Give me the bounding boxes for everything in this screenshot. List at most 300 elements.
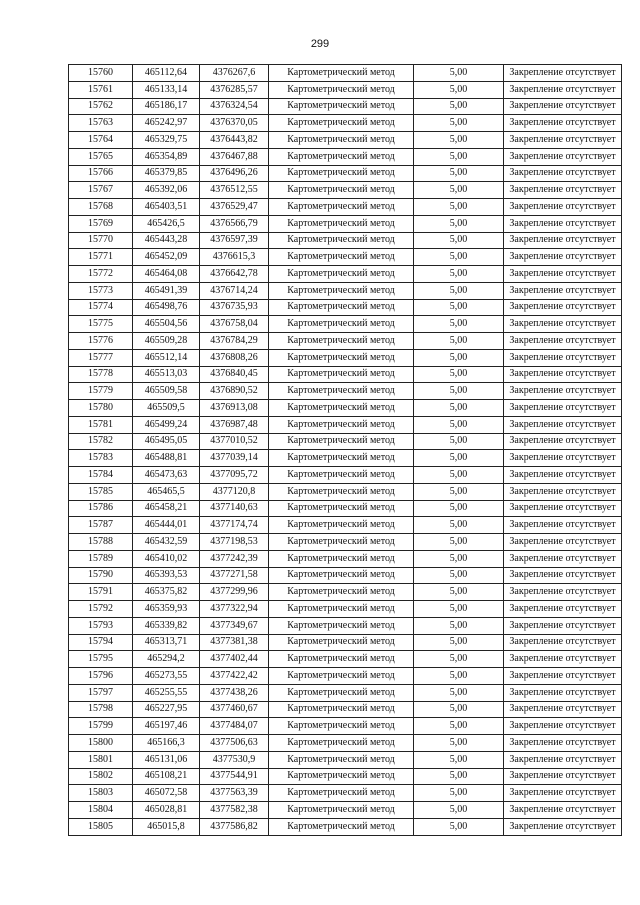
method-cell: Картометрический метод — [269, 534, 414, 551]
accuracy-cell: 5,00 — [414, 148, 504, 165]
method-cell: Картометрический метод — [269, 349, 414, 366]
fixing-cell: Закрепление отсутствует — [504, 232, 622, 249]
y-coordinate-cell: 4377438,26 — [200, 684, 269, 701]
accuracy-cell: 5,00 — [414, 400, 504, 417]
method-cell: Картометрический метод — [269, 232, 414, 249]
table-row — [69, 182, 622, 199]
method-cell: Картометрический метод — [269, 450, 414, 467]
x-coordinate-cell: 465354,89 — [133, 148, 200, 165]
table-row — [69, 483, 622, 500]
page-number: 299 — [310, 38, 330, 50]
point-number-cell: 15798 — [69, 701, 133, 718]
y-coordinate-cell: 4376267,6 — [200, 65, 269, 82]
x-coordinate-cell: 465403,51 — [133, 199, 200, 216]
method-cell: Картометрический метод — [269, 299, 414, 316]
accuracy-cell: 5,00 — [414, 467, 504, 484]
table-row — [69, 148, 622, 165]
method-cell: Картометрический метод — [269, 132, 414, 149]
fixing-cell: Закрепление отсутствует — [504, 467, 622, 484]
table-row — [69, 65, 622, 82]
point-number-cell: 15790 — [69, 567, 133, 584]
fixing-cell: Закрепление отсутствует — [504, 567, 622, 584]
y-coordinate-cell: 4377242,39 — [200, 550, 269, 567]
method-cell: Картометрический метод — [269, 751, 414, 768]
accuracy-cell: 5,00 — [414, 65, 504, 82]
method-cell: Картометрический метод — [269, 467, 414, 484]
y-coordinate-cell: 4376987,48 — [200, 416, 269, 433]
fixing-cell: Закрепление отсутствует — [504, 802, 622, 819]
table-row — [69, 299, 622, 316]
point-number-cell: 15766 — [69, 165, 133, 182]
point-number-cell: 15777 — [69, 349, 133, 366]
fixing-cell: Закрепление отсутствует — [504, 316, 622, 333]
point-number-cell: 15794 — [69, 634, 133, 651]
y-coordinate-cell: 4377484,07 — [200, 718, 269, 735]
table-row — [69, 651, 622, 668]
accuracy-cell: 5,00 — [414, 316, 504, 333]
y-coordinate-cell: 4376714,24 — [200, 282, 269, 299]
fixing-cell: Закрепление отсутствует — [504, 65, 622, 82]
point-number-cell: 15781 — [69, 416, 133, 433]
point-number-cell: 15784 — [69, 467, 133, 484]
table-row — [69, 282, 622, 299]
table-row — [69, 701, 622, 718]
fixing-cell: Закрепление отсутствует — [504, 98, 622, 115]
table-row — [69, 500, 622, 517]
y-coordinate-cell: 4376566,79 — [200, 215, 269, 232]
x-coordinate-cell: 465186,17 — [133, 98, 200, 115]
x-coordinate-cell: 465227,95 — [133, 701, 200, 718]
fixing-cell: Закрепление отсутствует — [504, 249, 622, 266]
x-coordinate-cell: 465499,24 — [133, 416, 200, 433]
point-number-cell: 15800 — [69, 735, 133, 752]
accuracy-cell: 5,00 — [414, 534, 504, 551]
method-cell: Картометрический метод — [269, 249, 414, 266]
point-number-cell: 15785 — [69, 483, 133, 500]
method-cell: Картометрический метод — [269, 400, 414, 417]
fixing-cell: Закрепление отсутствует — [504, 433, 622, 450]
point-number-cell: 15801 — [69, 751, 133, 768]
point-number-cell: 15772 — [69, 266, 133, 283]
y-coordinate-cell: 4376808,26 — [200, 349, 269, 366]
accuracy-cell: 5,00 — [414, 785, 504, 802]
y-coordinate-cell: 4377422,42 — [200, 668, 269, 685]
fixing-cell: Закрепление отсутствует — [504, 668, 622, 685]
fixing-cell: Закрепление отсутствует — [504, 768, 622, 785]
y-coordinate-cell: 4377039,14 — [200, 450, 269, 467]
x-coordinate-cell: 465452,09 — [133, 249, 200, 266]
point-number-cell: 15791 — [69, 584, 133, 601]
x-coordinate-cell: 465393,53 — [133, 567, 200, 584]
table-row — [69, 735, 622, 752]
x-coordinate-cell: 465197,46 — [133, 718, 200, 735]
x-coordinate-cell: 465410,02 — [133, 550, 200, 567]
method-cell: Картометрический метод — [269, 182, 414, 199]
accuracy-cell: 5,00 — [414, 751, 504, 768]
x-coordinate-cell: 465464,08 — [133, 266, 200, 283]
fixing-cell: Закрепление отсутствует — [504, 818, 622, 835]
fixing-cell: Закрепление отсутствует — [504, 634, 622, 651]
point-number-cell: 15761 — [69, 81, 133, 98]
point-number-cell: 15760 — [69, 65, 133, 82]
method-cell: Картометрический метод — [269, 282, 414, 299]
method-cell: Картометрический метод — [269, 416, 414, 433]
accuracy-cell: 5,00 — [414, 517, 504, 534]
fixing-cell: Закрепление отсутствует — [504, 500, 622, 517]
point-number-cell: 15805 — [69, 818, 133, 835]
fixing-cell: Закрепление отсутствует — [504, 450, 622, 467]
method-cell: Картометрический метод — [269, 584, 414, 601]
method-cell: Картометрический метод — [269, 768, 414, 785]
table-row — [69, 751, 622, 768]
y-coordinate-cell: 4377198,53 — [200, 534, 269, 551]
table-row — [69, 400, 622, 417]
point-number-cell: 15767 — [69, 182, 133, 199]
x-coordinate-cell: 465242,97 — [133, 115, 200, 132]
fixing-cell: Закрепление отсутствует — [504, 735, 622, 752]
table-row — [69, 467, 622, 484]
y-coordinate-cell: 4376324,54 — [200, 98, 269, 115]
table-row — [69, 450, 622, 467]
x-coordinate-cell: 465359,93 — [133, 601, 200, 618]
x-coordinate-cell: 465133,14 — [133, 81, 200, 98]
y-coordinate-cell: 4377322,94 — [200, 601, 269, 618]
point-number-cell: 15793 — [69, 617, 133, 634]
x-coordinate-cell: 465166,3 — [133, 735, 200, 752]
method-cell: Картометрический метод — [269, 785, 414, 802]
point-number-cell: 15774 — [69, 299, 133, 316]
x-coordinate-cell: 465443,28 — [133, 232, 200, 249]
point-number-cell: 15776 — [69, 333, 133, 350]
x-coordinate-cell: 465509,58 — [133, 383, 200, 400]
y-coordinate-cell: 4376758,04 — [200, 316, 269, 333]
x-coordinate-cell: 465504,56 — [133, 316, 200, 333]
accuracy-cell: 5,00 — [414, 366, 504, 383]
table-row — [69, 534, 622, 551]
accuracy-cell: 5,00 — [414, 115, 504, 132]
method-cell: Картометрический метод — [269, 433, 414, 450]
accuracy-cell: 5,00 — [414, 483, 504, 500]
fixing-cell: Закрепление отсутствует — [504, 165, 622, 182]
point-number-cell: 15802 — [69, 768, 133, 785]
x-coordinate-cell: 465375,82 — [133, 584, 200, 601]
x-coordinate-cell: 465495,05 — [133, 433, 200, 450]
y-coordinate-cell: 4376642,78 — [200, 266, 269, 283]
method-cell: Картометрический метод — [269, 366, 414, 383]
x-coordinate-cell: 465313,71 — [133, 634, 200, 651]
point-number-cell: 15786 — [69, 500, 133, 517]
table-row — [69, 132, 622, 149]
fixing-cell: Закрепление отсутствует — [504, 400, 622, 417]
point-number-cell: 15795 — [69, 651, 133, 668]
fixing-cell: Закрепление отсутствует — [504, 366, 622, 383]
accuracy-cell: 5,00 — [414, 818, 504, 835]
fixing-cell: Закрепление отсутствует — [504, 148, 622, 165]
y-coordinate-cell: 4376615,3 — [200, 249, 269, 266]
point-number-cell: 15799 — [69, 718, 133, 735]
method-cell: Картометрический метод — [269, 483, 414, 500]
accuracy-cell: 5,00 — [414, 550, 504, 567]
method-cell: Картометрический метод — [269, 601, 414, 618]
x-coordinate-cell: 465444,01 — [133, 517, 200, 534]
accuracy-cell: 5,00 — [414, 165, 504, 182]
method-cell: Картометрический метод — [269, 735, 414, 752]
table-row — [69, 316, 622, 333]
method-cell: Картометрический метод — [269, 684, 414, 701]
point-number-cell: 15787 — [69, 517, 133, 534]
y-coordinate-cell: 4376529,47 — [200, 199, 269, 216]
fixing-cell: Закрепление отсутствует — [504, 584, 622, 601]
coordinates-table — [68, 64, 622, 836]
y-coordinate-cell: 4376597,39 — [200, 232, 269, 249]
table-row — [69, 115, 622, 132]
y-coordinate-cell: 4377174,74 — [200, 517, 269, 534]
method-cell: Картометрический метод — [269, 215, 414, 232]
accuracy-cell: 5,00 — [414, 249, 504, 266]
x-coordinate-cell: 465432,59 — [133, 534, 200, 551]
fixing-cell: Закрепление отсутствует — [504, 383, 622, 400]
accuracy-cell: 5,00 — [414, 98, 504, 115]
table-row — [69, 416, 622, 433]
accuracy-cell: 5,00 — [414, 735, 504, 752]
fixing-cell: Закрепление отсутствует — [504, 483, 622, 500]
table-row — [69, 383, 622, 400]
y-coordinate-cell: 4377402,44 — [200, 651, 269, 668]
table-row — [69, 802, 622, 819]
y-coordinate-cell: 4376512,55 — [200, 182, 269, 199]
x-coordinate-cell: 465028,81 — [133, 802, 200, 819]
accuracy-cell: 5,00 — [414, 668, 504, 685]
accuracy-cell: 5,00 — [414, 433, 504, 450]
x-coordinate-cell: 465255,55 — [133, 684, 200, 701]
point-number-cell: 15762 — [69, 98, 133, 115]
method-cell: Картометрический метод — [269, 701, 414, 718]
point-number-cell: 15775 — [69, 316, 133, 333]
accuracy-cell: 5,00 — [414, 299, 504, 316]
fixing-cell: Закрепление отсутствует — [504, 701, 622, 718]
table-row — [69, 617, 622, 634]
accuracy-cell: 5,00 — [414, 349, 504, 366]
point-number-cell: 15796 — [69, 668, 133, 685]
method-cell: Картометрический метод — [269, 148, 414, 165]
point-number-cell: 15789 — [69, 550, 133, 567]
table-row — [69, 199, 622, 216]
fixing-cell: Закрепление отсутствует — [504, 182, 622, 199]
fixing-cell: Закрепление отсутствует — [504, 718, 622, 735]
y-coordinate-cell: 4377563,39 — [200, 785, 269, 802]
x-coordinate-cell: 465498,76 — [133, 299, 200, 316]
point-number-cell: 15769 — [69, 215, 133, 232]
fixing-cell: Закрепление отсутствует — [504, 517, 622, 534]
y-coordinate-cell: 4377506,63 — [200, 735, 269, 752]
accuracy-cell: 5,00 — [414, 383, 504, 400]
accuracy-cell: 5,00 — [414, 232, 504, 249]
x-coordinate-cell: 465426,5 — [133, 215, 200, 232]
table-row — [69, 718, 622, 735]
y-coordinate-cell: 4377010,52 — [200, 433, 269, 450]
table-row — [69, 366, 622, 383]
method-cell: Картометрический метод — [269, 718, 414, 735]
table-row — [69, 668, 622, 685]
y-coordinate-cell: 4377381,38 — [200, 634, 269, 651]
table-row — [69, 433, 622, 450]
table-row — [69, 634, 622, 651]
accuracy-cell: 5,00 — [414, 701, 504, 718]
x-coordinate-cell: 465509,28 — [133, 333, 200, 350]
x-coordinate-cell: 465329,75 — [133, 132, 200, 149]
point-number-cell: 15768 — [69, 199, 133, 216]
point-number-cell: 15803 — [69, 785, 133, 802]
y-coordinate-cell: 4377582,38 — [200, 802, 269, 819]
table-row — [69, 567, 622, 584]
table-row — [69, 517, 622, 534]
point-number-cell: 15783 — [69, 450, 133, 467]
y-coordinate-cell: 4376370,05 — [200, 115, 269, 132]
x-coordinate-cell: 465379,85 — [133, 165, 200, 182]
point-number-cell: 15764 — [69, 132, 133, 149]
method-cell: Картометрический метод — [269, 165, 414, 182]
method-cell: Картометрический метод — [269, 65, 414, 82]
x-coordinate-cell: 465108,21 — [133, 768, 200, 785]
fixing-cell: Закрепление отсутствует — [504, 416, 622, 433]
table-row — [69, 98, 622, 115]
y-coordinate-cell: 4377544,91 — [200, 768, 269, 785]
x-coordinate-cell: 465015,8 — [133, 818, 200, 835]
x-coordinate-cell: 465273,55 — [133, 668, 200, 685]
point-number-cell: 15779 — [69, 383, 133, 400]
accuracy-cell: 5,00 — [414, 266, 504, 283]
table-row — [69, 768, 622, 785]
table-row — [69, 684, 622, 701]
point-number-cell: 15778 — [69, 366, 133, 383]
accuracy-cell: 5,00 — [414, 617, 504, 634]
x-coordinate-cell: 465473,63 — [133, 467, 200, 484]
method-cell: Картометрический метод — [269, 500, 414, 517]
table-row — [69, 215, 622, 232]
table-row — [69, 818, 622, 835]
fixing-cell: Закрепление отсутствует — [504, 751, 622, 768]
method-cell: Картометрический метод — [269, 802, 414, 819]
accuracy-cell: 5,00 — [414, 684, 504, 701]
fixing-cell: Закрепление отсутствует — [504, 684, 622, 701]
method-cell: Картометрический метод — [269, 333, 414, 350]
fixing-cell: Закрепление отсутствует — [504, 534, 622, 551]
accuracy-cell: 5,00 — [414, 81, 504, 98]
accuracy-cell: 5,00 — [414, 768, 504, 785]
accuracy-cell: 5,00 — [414, 132, 504, 149]
fixing-cell: Закрепление отсутствует — [504, 601, 622, 618]
accuracy-cell: 5,00 — [414, 333, 504, 350]
x-coordinate-cell: 465509,5 — [133, 400, 200, 417]
accuracy-cell: 5,00 — [414, 802, 504, 819]
point-number-cell: 15763 — [69, 115, 133, 132]
accuracy-cell: 5,00 — [414, 215, 504, 232]
table-row — [69, 232, 622, 249]
point-number-cell: 15804 — [69, 802, 133, 819]
fixing-cell: Закрепление отсутствует — [504, 215, 622, 232]
method-cell: Картометрический метод — [269, 199, 414, 216]
y-coordinate-cell: 4377095,72 — [200, 467, 269, 484]
x-coordinate-cell: 465512,14 — [133, 349, 200, 366]
method-cell: Картометрический метод — [269, 81, 414, 98]
method-cell: Картометрический метод — [269, 517, 414, 534]
y-coordinate-cell: 4377271,58 — [200, 567, 269, 584]
x-coordinate-cell: 465131,06 — [133, 751, 200, 768]
fixing-cell: Закрепление отсутствует — [504, 132, 622, 149]
method-cell: Картометрический метод — [269, 668, 414, 685]
accuracy-cell: 5,00 — [414, 718, 504, 735]
x-coordinate-cell: 465072,58 — [133, 785, 200, 802]
y-coordinate-cell: 4377140,63 — [200, 500, 269, 517]
table-row — [69, 266, 622, 283]
y-coordinate-cell: 4376443,82 — [200, 132, 269, 149]
point-number-cell: 15797 — [69, 684, 133, 701]
method-cell: Картометрический метод — [269, 316, 414, 333]
method-cell: Картометрический метод — [269, 818, 414, 835]
table-row — [69, 81, 622, 98]
point-number-cell: 15765 — [69, 148, 133, 165]
method-cell: Картометрический метод — [269, 634, 414, 651]
x-coordinate-cell: 465392,06 — [133, 182, 200, 199]
table-row — [69, 550, 622, 567]
x-coordinate-cell: 465488,81 — [133, 450, 200, 467]
y-coordinate-cell: 4376467,88 — [200, 148, 269, 165]
coordinates-table-body — [69, 65, 622, 836]
fixing-cell: Закрепление отсутствует — [504, 333, 622, 350]
method-cell: Картометрический метод — [269, 115, 414, 132]
y-coordinate-cell: 4376840,45 — [200, 366, 269, 383]
fixing-cell: Закрепление отсутствует — [504, 282, 622, 299]
method-cell: Картометрический метод — [269, 266, 414, 283]
table-row — [69, 785, 622, 802]
fixing-cell: Закрепление отсутствует — [504, 651, 622, 668]
table-row — [69, 349, 622, 366]
point-number-cell: 15780 — [69, 400, 133, 417]
accuracy-cell: 5,00 — [414, 199, 504, 216]
y-coordinate-cell: 4376285,57 — [200, 81, 269, 98]
point-number-cell: 15782 — [69, 433, 133, 450]
x-coordinate-cell: 465294,2 — [133, 651, 200, 668]
x-coordinate-cell: 465339,82 — [133, 617, 200, 634]
fixing-cell: Закрепление отсутствует — [504, 81, 622, 98]
y-coordinate-cell: 4377349,67 — [200, 617, 269, 634]
fixing-cell: Закрепление отсутствует — [504, 349, 622, 366]
fixing-cell: Закрепление отсутствует — [504, 266, 622, 283]
point-number-cell: 15773 — [69, 282, 133, 299]
y-coordinate-cell: 4377299,96 — [200, 584, 269, 601]
fixing-cell: Закрепление отсутствует — [504, 550, 622, 567]
table-row — [69, 165, 622, 182]
accuracy-cell: 5,00 — [414, 601, 504, 618]
accuracy-cell: 5,00 — [414, 584, 504, 601]
fixing-cell: Закрепление отсутствует — [504, 785, 622, 802]
x-coordinate-cell: 465465,5 — [133, 483, 200, 500]
accuracy-cell: 5,00 — [414, 450, 504, 467]
fixing-cell: Закрепление отсутствует — [504, 115, 622, 132]
fixing-cell: Закрепление отсутствует — [504, 617, 622, 634]
method-cell: Картометрический метод — [269, 383, 414, 400]
y-coordinate-cell: 4377586,82 — [200, 818, 269, 835]
y-coordinate-cell: 4376784,29 — [200, 333, 269, 350]
table-row — [69, 584, 622, 601]
accuracy-cell: 5,00 — [414, 282, 504, 299]
table-row — [69, 333, 622, 350]
y-coordinate-cell: 4376735,93 — [200, 299, 269, 316]
y-coordinate-cell: 4377120,8 — [200, 483, 269, 500]
point-number-cell: 15771 — [69, 249, 133, 266]
method-cell: Картометрический метод — [269, 98, 414, 115]
accuracy-cell: 5,00 — [414, 567, 504, 584]
